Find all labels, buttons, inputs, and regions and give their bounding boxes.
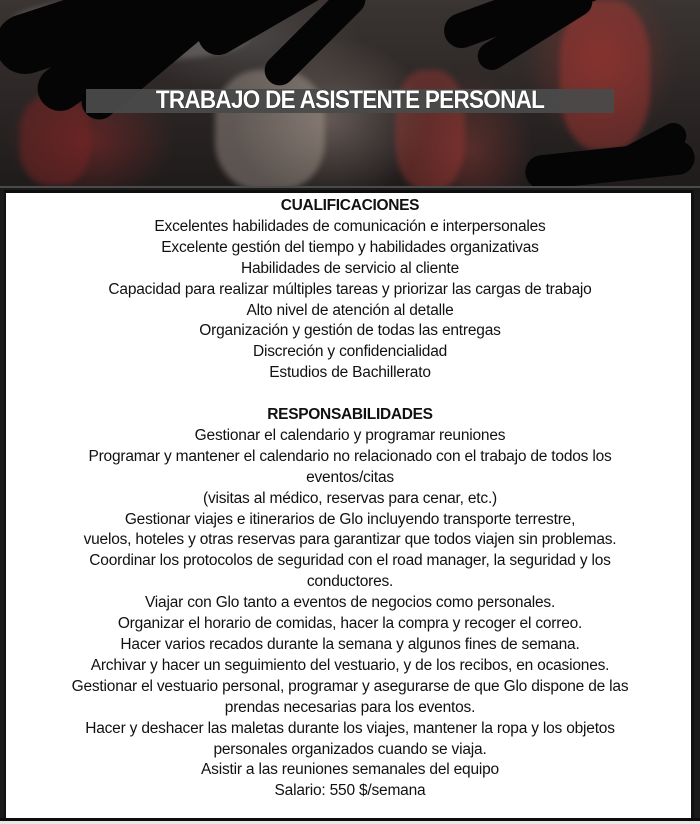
salary-text: Salario: 550 $/semana: [274, 782, 426, 800]
responsibility-line: eventos/citas: [306, 468, 394, 486]
responsibility-line: Organizar el horario de comidas, hacer la compra y recoger el correo.: [117, 615, 583, 633]
qualification-item: Capacidad para realizar múltiples tareas y priorizar las cargas de trabajo: [108, 280, 592, 298]
header-photo: [0, 0, 700, 188]
qualification-item: Estudios de Bachillerato: [269, 364, 431, 382]
responsibility-line: Viajar con Glo tanto a eventos de negocios como personales.: [144, 594, 556, 612]
content-body: [6, 196, 694, 802]
responsibility-line: Hacer y deshacer las maletas durante los viajes, mantener la ropa y los objetos: [85, 719, 615, 737]
qualification-item: Habilidades de servicio al cliente: [240, 259, 460, 277]
qualification-item: Organización y gestión de todas las entregas: [199, 322, 501, 340]
responsibility-line: Asistir a las reuniones semanales del equipo: [201, 761, 499, 779]
responsibility-line: prendas necesarias para los eventos.: [224, 698, 476, 716]
responsibility-line: personales organizados cuando se viaja.: [213, 740, 487, 758]
responsibility-line: Programar y mantener el calendario no relacionado con el trabajo de todos los: [88, 447, 612, 465]
responsibility-line: vuelos, hoteles y otras reservas para garantizar que todos viajen sin problemas.: [83, 531, 617, 549]
responsibility-line: Archivar y hacer un seguimiento del vestuario, y de los recibos, en ocasiones.: [90, 656, 610, 674]
divider: [0, 186, 700, 188]
responsibility-line: conductores.: [306, 573, 394, 591]
responsibility-line: Gestionar el calendario y programar reuniones: [194, 426, 506, 444]
responsibility-line: Gestionar el vestuario personal, programar y asegurarse de que Glo dispone de las: [71, 677, 629, 695]
qualification-item: Excelente gestión del tiempo y habilidades organizativas: [161, 238, 539, 256]
responsibility-line: Hacer varios recados durante la semana y algunos fines de semana.: [120, 636, 580, 654]
section-spacer: [6, 384, 694, 405]
responsibility-line: Gestionar viajes e itinerarios de Glo incluyendo transporte terrestre,: [124, 510, 576, 528]
qualifications-heading: CUALIFICACIONES: [280, 197, 420, 214]
photo-figure: [560, 0, 650, 150]
responsibility-line: Coordinar los protocolos de seguridad con el road manager, la seguridad y los: [89, 552, 611, 570]
qualification-item: Alto nivel de atención al detalle: [246, 301, 454, 319]
qualification-item: Discreción y confidencialidad: [252, 343, 448, 361]
content-panel: [4, 190, 694, 818]
qualification-item: Excelentes habilidades de comunicación e interpersonales: [154, 217, 546, 235]
responsibilities-heading: RESPONSABILIDADES: [267, 406, 433, 424]
responsibility-line: (visitas al médico, reservas para cenar, etc.): [202, 489, 498, 507]
page-title: TRABAJO DE ASISTENTE PERSONAL: [155, 86, 545, 114]
